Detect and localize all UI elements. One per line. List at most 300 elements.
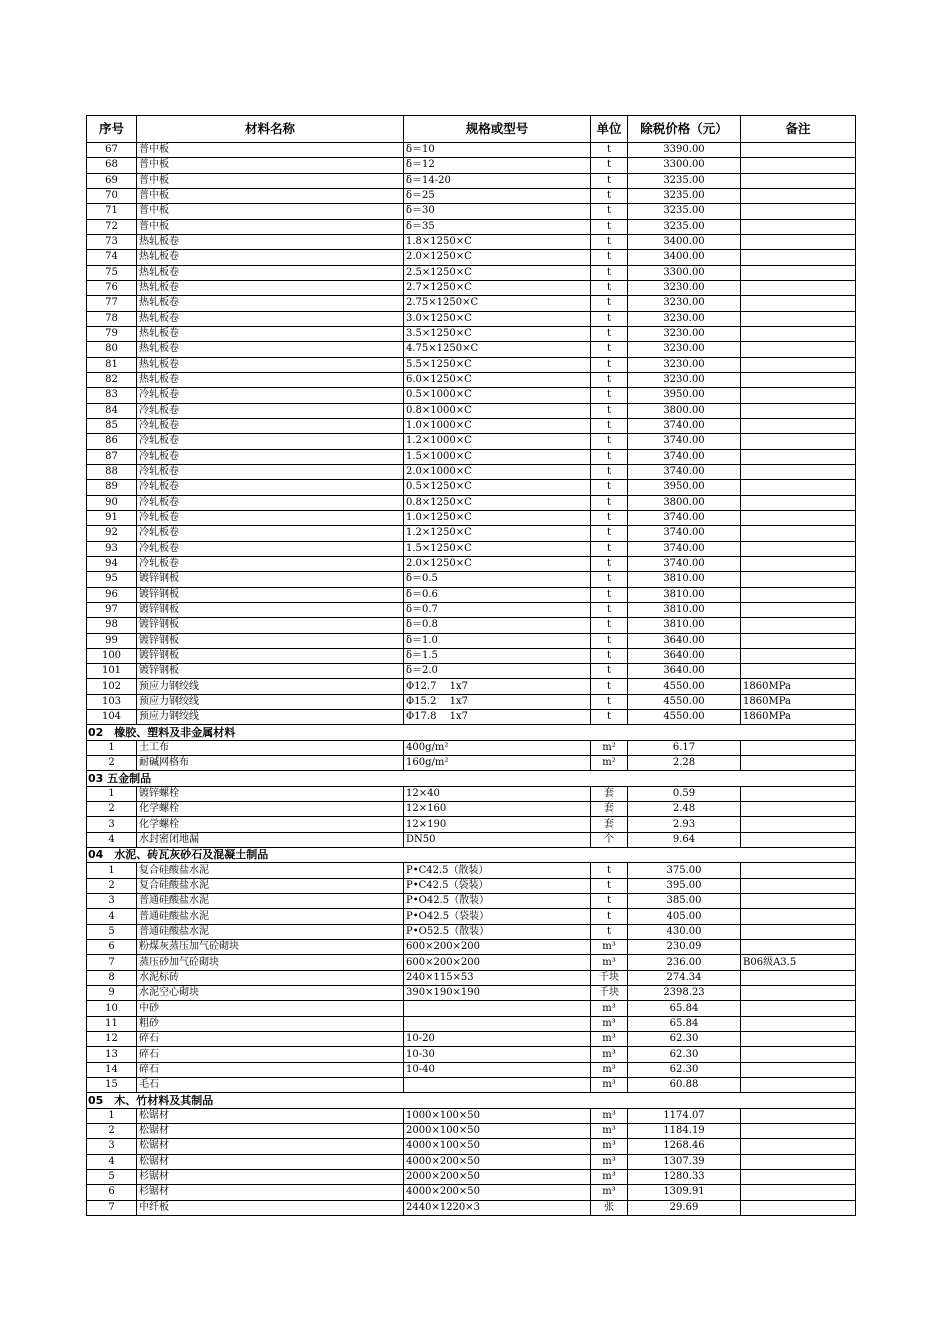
table-row (87, 326, 856, 341)
price-value: 3800.00 (628, 495, 741, 510)
price-value: 385.00 (628, 894, 741, 909)
unit-value: t (591, 495, 628, 510)
row-number: 81 (87, 357, 137, 372)
row-number: 68 (87, 158, 137, 173)
spec-value: 4.75×1250×C (404, 342, 591, 357)
unit-value: t (591, 541, 628, 556)
note-value: 1860MPa (741, 694, 856, 709)
unit-value: t (591, 280, 628, 295)
table-row (87, 418, 856, 433)
spec-value: 2000×200×50 (404, 1169, 591, 1184)
unit-value: t (591, 648, 628, 663)
row-number: 96 (87, 587, 137, 602)
table-row (87, 1200, 856, 1215)
unit-value: t (591, 710, 628, 725)
spec-value: P•C42.5（散装） (404, 863, 591, 878)
row-number: 86 (87, 434, 137, 449)
note-value (741, 602, 856, 617)
unit-value: t (591, 342, 628, 357)
note-value (741, 388, 856, 403)
material-name: 普中板 (137, 204, 404, 219)
row-number: 3 (87, 817, 137, 832)
unit-value: m³ (591, 1185, 628, 1200)
row-number: 101 (87, 664, 137, 679)
unit-value: 套 (591, 802, 628, 817)
material-name: 杉锯材 (137, 1169, 404, 1184)
material-name: 热轧板卷 (137, 296, 404, 311)
note-value: 1860MPa (741, 710, 856, 725)
price-value: 1184.19 (628, 1124, 741, 1139)
note-value (741, 970, 856, 985)
row-number: 2 (87, 756, 137, 771)
note-value (741, 357, 856, 372)
material-name: 松锯材 (137, 1108, 404, 1123)
note-value (741, 1124, 856, 1139)
material-name: 镀锌螺栓 (137, 786, 404, 801)
material-name: 杉锯材 (137, 1185, 404, 1200)
table-row (87, 940, 856, 955)
spec-value: 160g/m² (404, 756, 591, 771)
note-value (741, 664, 856, 679)
spec-value: 0.5×1000×C (404, 388, 591, 403)
table-row (87, 188, 856, 203)
note-value (741, 986, 856, 1001)
price-value: 3235.00 (628, 219, 741, 234)
note-value (741, 786, 856, 801)
price-value: 236.00 (628, 955, 741, 970)
table-row (87, 679, 856, 694)
material-name: 热轧板卷 (137, 280, 404, 295)
note-value (741, 863, 856, 878)
unit-value: t (591, 403, 628, 418)
row-number: 99 (87, 633, 137, 648)
table-row (87, 1032, 856, 1047)
note-value (741, 756, 856, 771)
table-row (87, 648, 856, 663)
table-row (87, 970, 856, 985)
material-name: 普中板 (137, 219, 404, 234)
price-value: 274.34 (628, 970, 741, 985)
spec-value: 4000×200×50 (404, 1185, 591, 1200)
spec-value: δ＝12 (404, 158, 591, 173)
material-name: 碎石 (137, 1032, 404, 1047)
spec-value: 400g/m² (404, 740, 591, 755)
price-value: 62.30 (628, 1062, 741, 1077)
note-value (741, 1016, 856, 1031)
row-number: 7 (87, 1200, 137, 1215)
table-row (87, 342, 856, 357)
note-value (741, 219, 856, 234)
spec-value (404, 1078, 591, 1093)
unit-value: t (591, 234, 628, 249)
material-name: 冷轧板卷 (137, 495, 404, 510)
material-name: 冷轧板卷 (137, 464, 404, 479)
table-row (87, 250, 856, 265)
material-name: 冷轧板卷 (137, 403, 404, 418)
unit-value: 千块 (591, 970, 628, 985)
unit-value: m³ (591, 1078, 628, 1093)
unit-value: t (591, 480, 628, 495)
note-value (741, 1001, 856, 1016)
row-number: 1 (87, 786, 137, 801)
spec-value (404, 1016, 591, 1031)
price-value: 3740.00 (628, 526, 741, 541)
category-row (87, 725, 856, 740)
spec-value: 3.0×1250×C (404, 311, 591, 326)
table-row (87, 894, 856, 909)
material-name: 热轧板卷 (137, 234, 404, 249)
price-value: 3230.00 (628, 342, 741, 357)
table-row (87, 740, 856, 755)
note-value (741, 188, 856, 203)
note-value (741, 480, 856, 495)
unit-value: m³ (591, 940, 628, 955)
spec-value: Φ17.8 1x7 (404, 710, 591, 725)
table-row (87, 510, 856, 525)
material-name: 热轧板卷 (137, 342, 404, 357)
material-name: 冷轧板卷 (137, 449, 404, 464)
row-number: 5 (87, 924, 137, 939)
spec-value: 2440×1220×3 (404, 1200, 591, 1215)
price-value: 1309.91 (628, 1185, 741, 1200)
unit-value: t (591, 311, 628, 326)
note-value (741, 556, 856, 571)
material-name: 普中板 (137, 143, 404, 158)
unit-value: t (591, 250, 628, 265)
spec-value: 2.0×1000×C (404, 464, 591, 479)
price-value: 3230.00 (628, 357, 741, 372)
row-number: 8 (87, 970, 137, 985)
note-value (741, 817, 856, 832)
note-value (741, 342, 856, 357)
price-value: 2.28 (628, 756, 741, 771)
price-value: 3800.00 (628, 403, 741, 418)
unit-value: t (591, 587, 628, 602)
note-value (741, 173, 856, 188)
unit-value: m³ (591, 1169, 628, 1184)
unit-value: t (591, 265, 628, 280)
unit-value: t (591, 863, 628, 878)
price-value: 65.84 (628, 1016, 741, 1031)
material-name: 普通硅酸盐水泥 (137, 894, 404, 909)
unit-value: t (591, 357, 628, 372)
category-title: 04 水泥、砖瓦灰砂石及混凝土制品 (87, 848, 856, 863)
material-name: 镀锌钢板 (137, 633, 404, 648)
unit-value: t (591, 894, 628, 909)
material-name: 热轧板卷 (137, 311, 404, 326)
table-row (87, 388, 856, 403)
row-number: 88 (87, 464, 137, 479)
table-row (87, 1001, 856, 1016)
price-value: 29.69 (628, 1200, 741, 1215)
row-number: 95 (87, 572, 137, 587)
spec-value: 4000×200×50 (404, 1154, 591, 1169)
unit-value: t (591, 296, 628, 311)
price-value: 2.93 (628, 817, 741, 832)
material-name: 热轧板卷 (137, 326, 404, 341)
price-value: 65.84 (628, 1001, 741, 1016)
note-value (741, 372, 856, 387)
price-value: 1307.39 (628, 1154, 741, 1169)
row-number: 93 (87, 541, 137, 556)
row-number: 77 (87, 296, 137, 311)
material-name: 松锯材 (137, 1124, 404, 1139)
unit-value: 千块 (591, 986, 628, 1001)
note-value (741, 434, 856, 449)
table-row (87, 1078, 856, 1093)
spec-value: P•O42.5（散装） (404, 894, 591, 909)
row-number: 102 (87, 679, 137, 694)
table-row (87, 158, 856, 173)
note-value (741, 832, 856, 847)
unit-value: m³ (591, 955, 628, 970)
price-value: 3740.00 (628, 418, 741, 433)
spec-value: 600×200×200 (404, 955, 591, 970)
spec-value: 12×190 (404, 817, 591, 832)
price-value: 3230.00 (628, 296, 741, 311)
table-row (87, 572, 856, 587)
spec-value: Φ12.7 1x7 (404, 679, 591, 694)
unit-value: t (591, 434, 628, 449)
table-row (87, 480, 856, 495)
table-row (87, 878, 856, 893)
material-name: 复合硅酸盐水泥 (137, 863, 404, 878)
spec-value: δ＝10 (404, 143, 591, 158)
unit-value: 张 (591, 1200, 628, 1215)
spec-value: δ＝0.6 (404, 587, 591, 602)
material-name: 普通硅酸盐水泥 (137, 909, 404, 924)
material-name: 粉煤灰蒸压加气砼砌块 (137, 940, 404, 955)
unit-value: t (591, 526, 628, 541)
note-value (741, 143, 856, 158)
note-value (741, 587, 856, 602)
price-value: 3810.00 (628, 618, 741, 633)
spec-value: 2000×100×50 (404, 1124, 591, 1139)
category-row (87, 771, 856, 786)
material-name: 镀锌钢板 (137, 618, 404, 633)
row-number: 69 (87, 173, 137, 188)
note-value (741, 311, 856, 326)
material-name: 镀锌钢板 (137, 572, 404, 587)
note-value (741, 158, 856, 173)
note-value (741, 940, 856, 955)
note-value (741, 878, 856, 893)
spec-value: 2.7×1250×C (404, 280, 591, 295)
spec-value: δ＝1.5 (404, 648, 591, 663)
table-row (87, 234, 856, 249)
price-value: 9.64 (628, 832, 741, 847)
spec-value: P•O42.5（袋装） (404, 909, 591, 924)
row-number: 100 (87, 648, 137, 663)
table-row (87, 1185, 856, 1200)
price-value: 3300.00 (628, 158, 741, 173)
unit-value: t (591, 618, 628, 633)
table-row (87, 1139, 856, 1154)
category-row (87, 1093, 856, 1108)
note-value (741, 1139, 856, 1154)
table-row (87, 587, 856, 602)
table-row (87, 311, 856, 326)
material-name: 化学螺栓 (137, 817, 404, 832)
table-row (87, 449, 856, 464)
price-value: 3740.00 (628, 556, 741, 571)
header-name: 材料名称 (137, 116, 404, 143)
price-value: 3640.00 (628, 664, 741, 679)
material-name: 镀锌钢板 (137, 587, 404, 602)
spec-value: 390×190×190 (404, 986, 591, 1001)
note-value (741, 740, 856, 755)
price-value: 62.30 (628, 1047, 741, 1062)
row-number: 6 (87, 940, 137, 955)
row-number: 92 (87, 526, 137, 541)
unit-value: m² (591, 756, 628, 771)
table-row (87, 909, 856, 924)
spec-value: 1.0×1000×C (404, 418, 591, 433)
spec-value: 600×200×200 (404, 940, 591, 955)
row-number: 5 (87, 1169, 137, 1184)
price-value: 60.88 (628, 1078, 741, 1093)
row-number: 7 (87, 955, 137, 970)
category-title: 02 橡胶、塑料及非金属材料 (87, 725, 856, 740)
category-row (87, 848, 856, 863)
unit-value: t (591, 143, 628, 158)
price-value: 4550.00 (628, 710, 741, 725)
price-value: 3230.00 (628, 311, 741, 326)
note-value (741, 449, 856, 464)
price-value: 3740.00 (628, 434, 741, 449)
table-row (87, 1062, 856, 1077)
spec-value: 0.5×1250×C (404, 480, 591, 495)
unit-value: 套 (591, 786, 628, 801)
note-value (741, 1200, 856, 1215)
row-number: 1 (87, 863, 137, 878)
price-value: 3810.00 (628, 587, 741, 602)
unit-value: t (591, 388, 628, 403)
row-number: 67 (87, 143, 137, 158)
note-value (741, 1047, 856, 1062)
unit-value: t (591, 449, 628, 464)
header-row (87, 116, 856, 143)
table-row (87, 863, 856, 878)
spec-value: P•O52.5（散装） (404, 924, 591, 939)
material-name: 粗砂 (137, 1016, 404, 1031)
price-value: 4550.00 (628, 694, 741, 709)
price-value: 3740.00 (628, 449, 741, 464)
unit-value: m³ (591, 1139, 628, 1154)
price-value: 1268.46 (628, 1139, 741, 1154)
price-sheet (86, 115, 855, 1216)
note-value (741, 909, 856, 924)
spec-value: 2.0×1250×C (404, 250, 591, 265)
note-value (741, 1108, 856, 1123)
row-number: 1 (87, 1108, 137, 1123)
row-number: 2 (87, 878, 137, 893)
material-name: 预应力钢绞线 (137, 679, 404, 694)
table-row (87, 434, 856, 449)
spec-value: P•C42.5（袋装） (404, 878, 591, 893)
material-name: 冷轧板卷 (137, 388, 404, 403)
material-name: 蒸压砂加气砼砌块 (137, 955, 404, 970)
row-number: 82 (87, 372, 137, 387)
spec-value: 0.8×1250×C (404, 495, 591, 510)
note-value (741, 526, 856, 541)
table-row (87, 802, 856, 817)
table-row (87, 633, 856, 648)
unit-value: m³ (591, 1154, 628, 1169)
unit-value: t (591, 372, 628, 387)
price-value: 3230.00 (628, 326, 741, 341)
unit-value: t (591, 464, 628, 479)
table-row (87, 1169, 856, 1184)
table-row (87, 1016, 856, 1031)
category-title: 05 木、竹材料及其制品 (87, 1093, 856, 1108)
row-number: 13 (87, 1047, 137, 1062)
row-number: 1 (87, 740, 137, 755)
row-number: 103 (87, 694, 137, 709)
price-value: 395.00 (628, 878, 741, 893)
note-value (741, 204, 856, 219)
note-value (741, 326, 856, 341)
price-value: 1280.33 (628, 1169, 741, 1184)
table-body (87, 143, 856, 1216)
price-value: 62.30 (628, 1032, 741, 1047)
row-number: 14 (87, 1062, 137, 1077)
price-value: 405.00 (628, 909, 741, 924)
note-value (741, 418, 856, 433)
material-name: 毛石 (137, 1078, 404, 1093)
price-value: 3810.00 (628, 602, 741, 617)
price-value: 3640.00 (628, 648, 741, 663)
note-value (741, 464, 856, 479)
spec-value: 2.0×1250×C (404, 556, 591, 571)
material-name: 热轧板卷 (137, 250, 404, 265)
row-number: 72 (87, 219, 137, 234)
note-value (741, 265, 856, 280)
unit-value: m³ (591, 1001, 628, 1016)
price-value: 3235.00 (628, 204, 741, 219)
material-name: 冷轧板卷 (137, 418, 404, 433)
spec-value: DN50 (404, 832, 591, 847)
table-row (87, 924, 856, 939)
table-row (87, 955, 856, 970)
unit-value: t (591, 204, 628, 219)
spec-value: 0.8×1000×C (404, 403, 591, 418)
header-price: 除税价格（元） (628, 116, 741, 143)
material-name: 预应力钢绞线 (137, 694, 404, 709)
row-number: 78 (87, 311, 137, 326)
note-value (741, 403, 856, 418)
price-value: 3400.00 (628, 250, 741, 265)
spec-value: 10-30 (404, 1047, 591, 1062)
price-value: 3950.00 (628, 388, 741, 403)
material-name: 中纤板 (137, 1200, 404, 1215)
spec-value: 1.0×1250×C (404, 510, 591, 525)
table-row (87, 756, 856, 771)
table-row (87, 280, 856, 295)
price-value: 375.00 (628, 863, 741, 878)
unit-value: t (591, 173, 628, 188)
price-value: 1174.07 (628, 1108, 741, 1123)
table-row (87, 526, 856, 541)
material-name: 水泥空心砌块 (137, 986, 404, 1001)
unit-value: t (591, 679, 628, 694)
spec-value: δ＝0.5 (404, 572, 591, 587)
price-value: 2.48 (628, 802, 741, 817)
material-price-table (86, 115, 856, 1216)
unit-value: t (591, 664, 628, 679)
row-number: 11 (87, 1016, 137, 1031)
table-row (87, 357, 856, 372)
